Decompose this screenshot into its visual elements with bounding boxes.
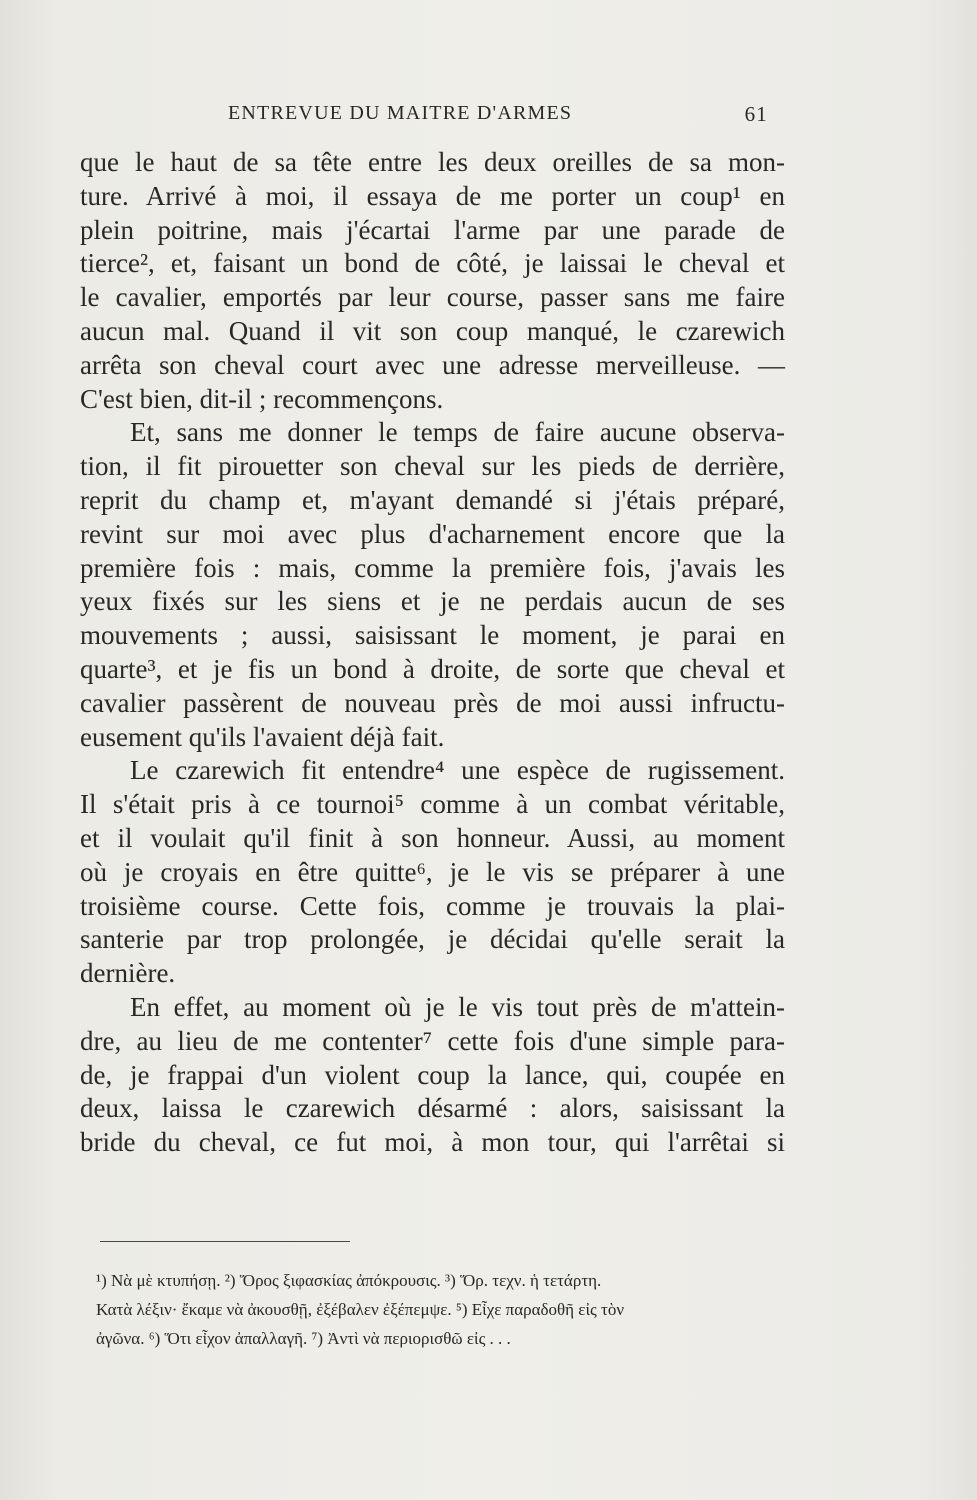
text-line: où je croyais en être quitte⁶, je le vis se préparer à une xyxy=(80,856,785,887)
text-line: ture. Arrivé à moi, il essaya de me porter un coup¹ en xyxy=(80,180,785,211)
text-line: quarte³, et je fis un bond à droite, de sorte que cheval et xyxy=(80,653,785,684)
text-line: plein poitrine, mais j'écartai l'arme par une parade de xyxy=(80,214,785,245)
text-line: santerie par trop prolongée, je décidai qu'elle serait la xyxy=(80,924,785,955)
text-line: cavalier passèrent de nouveau près de moi aussi infructu- xyxy=(80,687,785,718)
text-line: Le czarewich fit entendre⁴ une espèce de rugissement. xyxy=(130,755,785,786)
footnote-line: Κατὰ λέξιν· ἔκαμε νὰ ἀκουσθῇ, ἐξέβαλεν ἐξέπεμψε. ⁵) Εἶχε παραδοθῆ εἰς τὸν xyxy=(96,1300,625,1319)
text-line: Il s'était pris à ce tournoi⁵ comme à un combat véritable, xyxy=(80,789,785,820)
text-line: de, je frappai d'un violent coup la lance, qui, coupée en xyxy=(80,1059,785,1090)
running-title: ENTREVUE DU MAITRE D'ARMES xyxy=(228,102,573,124)
text-line: le cavalier, emportés par leur course, passer sans me faire xyxy=(80,282,785,313)
text-line: revint sur moi avec plus d'acharnement encore que la xyxy=(80,518,785,549)
text-line: eusement qu'ils l'avaient déjà fait. xyxy=(80,721,445,752)
text-line: arrêta son cheval court avec une adresse merveilleuse. — xyxy=(80,349,785,380)
footnote-line: ¹) Νὰ μὲ κτυπήσῃ. ²) Ὅρος ξιφασκίας ἀπόκρουσις. ³) Ὅρ. τεχν. ἡ τετάρτη. xyxy=(96,1271,602,1290)
text-line: mouvements ; aussi, saisissant le moment, je parai en xyxy=(80,620,785,651)
text-line: tion, il fit pirouetter son cheval sur les pieds de derrière, xyxy=(80,451,785,482)
text-line: reprit du champ et, m'ayant demandé si j'étais préparé, xyxy=(80,484,785,515)
footnotes xyxy=(96,1266,816,1353)
text-line: aucun mal. Quand il vit son coup manqué, le czarewich xyxy=(80,315,785,346)
text-line: dre, au lieu de me contenter⁷ cette fois d'une simple para- xyxy=(80,1025,785,1056)
text-line: dernière. xyxy=(80,958,176,989)
text-line: tierce², et, faisant un bond de côté, je laissai le cheval et xyxy=(80,248,785,279)
text-line: et il voulait qu'il finit à son honneur. Aussi, au moment xyxy=(80,822,785,853)
body-text xyxy=(80,146,785,1160)
text-line: première fois : mais, comme la première fois, j'avais les xyxy=(80,552,785,583)
text-line: C'est bien, dit-il ; recommençons. xyxy=(80,383,444,414)
text-line: yeux fixés sur les siens et je ne perdais aucun de ses xyxy=(80,586,785,617)
running-header xyxy=(228,102,768,132)
text-line: En effet, au moment où je le vis tout près de m'attein- xyxy=(130,991,785,1022)
page-number: 61 xyxy=(744,102,768,126)
footnote-separator xyxy=(100,1241,350,1242)
text-line: bride du cheval, ce fut moi, à mon tour, qui l'arrêtai si xyxy=(80,1127,785,1158)
text-line: deux, laissa le czarewich désarmé : alors, saisissant la xyxy=(80,1093,785,1124)
text-line: que le haut de sa tête entre les deux oreilles de sa mon- xyxy=(80,147,785,177)
text-line: troisième course. Cette fois, comme je trouvais la plai- xyxy=(80,890,785,921)
footnote-line: ἀγῶνα. ⁶) Ὅτι εἶχον ἀπαλλαγῆ. ⁷) Ἀντὶ νὰ περιορισθῶ εἰς . . . xyxy=(96,1329,511,1348)
text-line: Et, sans me donner le temps de faire aucune observa- xyxy=(130,417,785,448)
